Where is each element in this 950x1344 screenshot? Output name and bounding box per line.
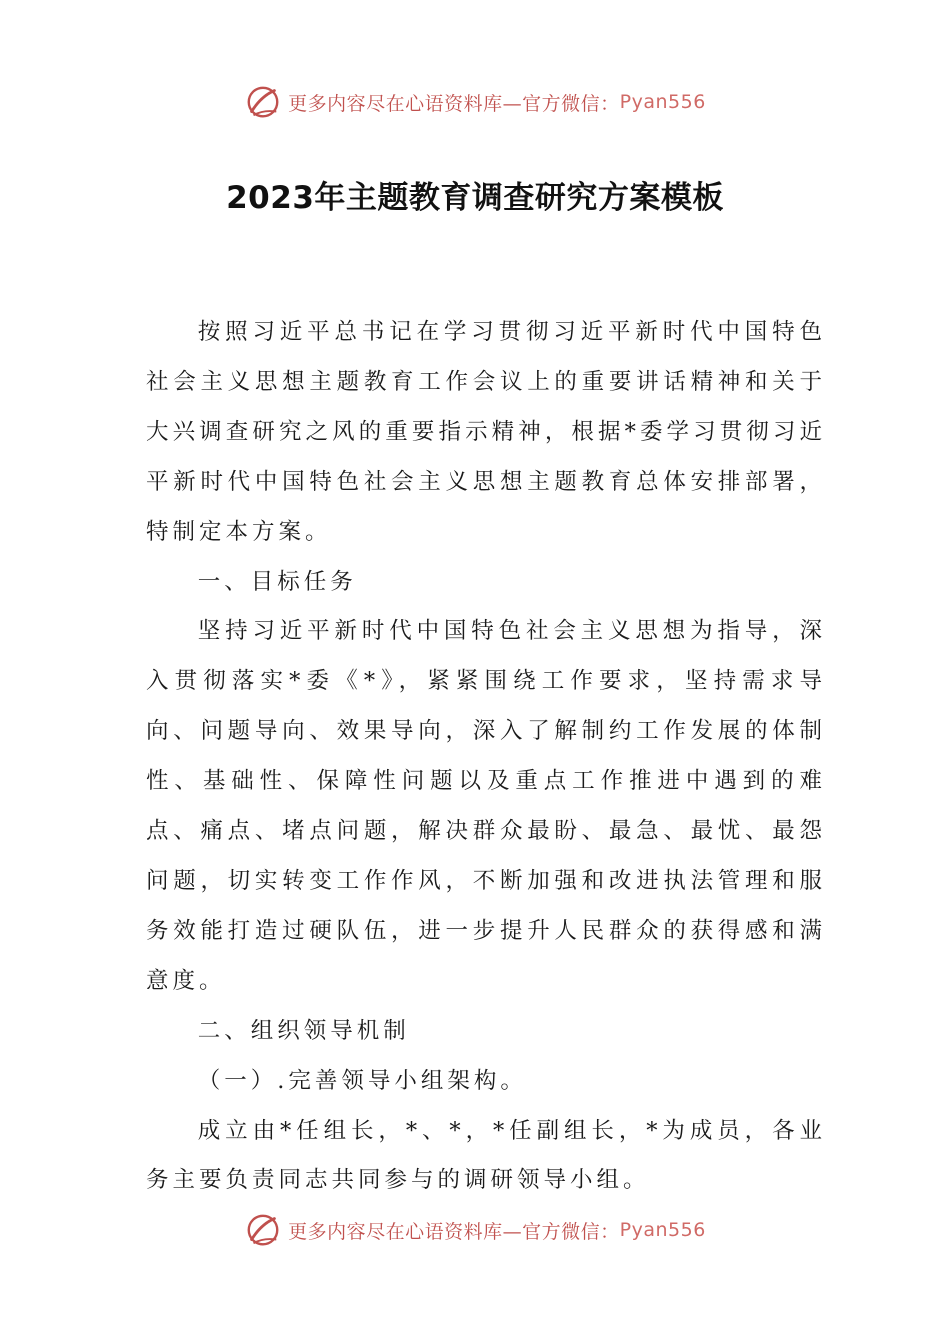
- section-heading-organization: 二、组织领导机制: [197, 1017, 410, 1044]
- watermark-account: Pyan556: [619, 1219, 706, 1241]
- document-body: [146, 308, 826, 1206]
- intro-paragraph: 按照习近平总书记在学习贯彻习近平新时代中国特色社会主义思想主题教育工作会议上的重要讲话精神和关于大兴调查研究之风的重要指示精神，根据*委学习贯彻习近平新时代中国特色社会主义思想主题教育总体安排部署，特制定本方案。: [146, 319, 826, 545]
- watermark-banner-bottom: [0, 1208, 950, 1252]
- section-heading-goals: 一、目标任务: [197, 568, 357, 595]
- goals-paragraph: 坚持习近平新时代中国特色社会主义思想为指导，深入贯彻落实*委《*》，紧紧围绕工作要求，坚持需求导向、问题导向、效果导向，深入了解制约工作发展的体制性、基础性、保障性问题以及重点工作推进中遇到的难点、痛点、堵点问题，解决群众最盼、最急、最忧、最怨问题，切实转变工作作风，不断加强和改进执法管理和服务效能打造过硬队伍，进一步提升人民群众的获得感和满意度。: [146, 618, 826, 994]
- document-title: 2023年主题教育调查研究方案模板: [226, 180, 724, 216]
- subsection-heading-leadership: （一）.完善领导小组架构。: [197, 1067, 527, 1094]
- watermark-text: 更多内容尽在心语资料库—官方微信：: [288, 92, 620, 115]
- watermark-account: Pyan556: [619, 91, 706, 113]
- pen-logo-icon: [244, 1211, 282, 1249]
- leadership-paragraph: 成立由*任组长，*、*，*任副组长，*为成员，各业务主要负责同志共同参与的调研领导小组。: [146, 1117, 826, 1194]
- watermark-text: 更多内容尽在心语资料库—官方微信：: [288, 1220, 620, 1243]
- pen-logo-icon: [244, 83, 282, 121]
- watermark-banner-top: [0, 80, 950, 124]
